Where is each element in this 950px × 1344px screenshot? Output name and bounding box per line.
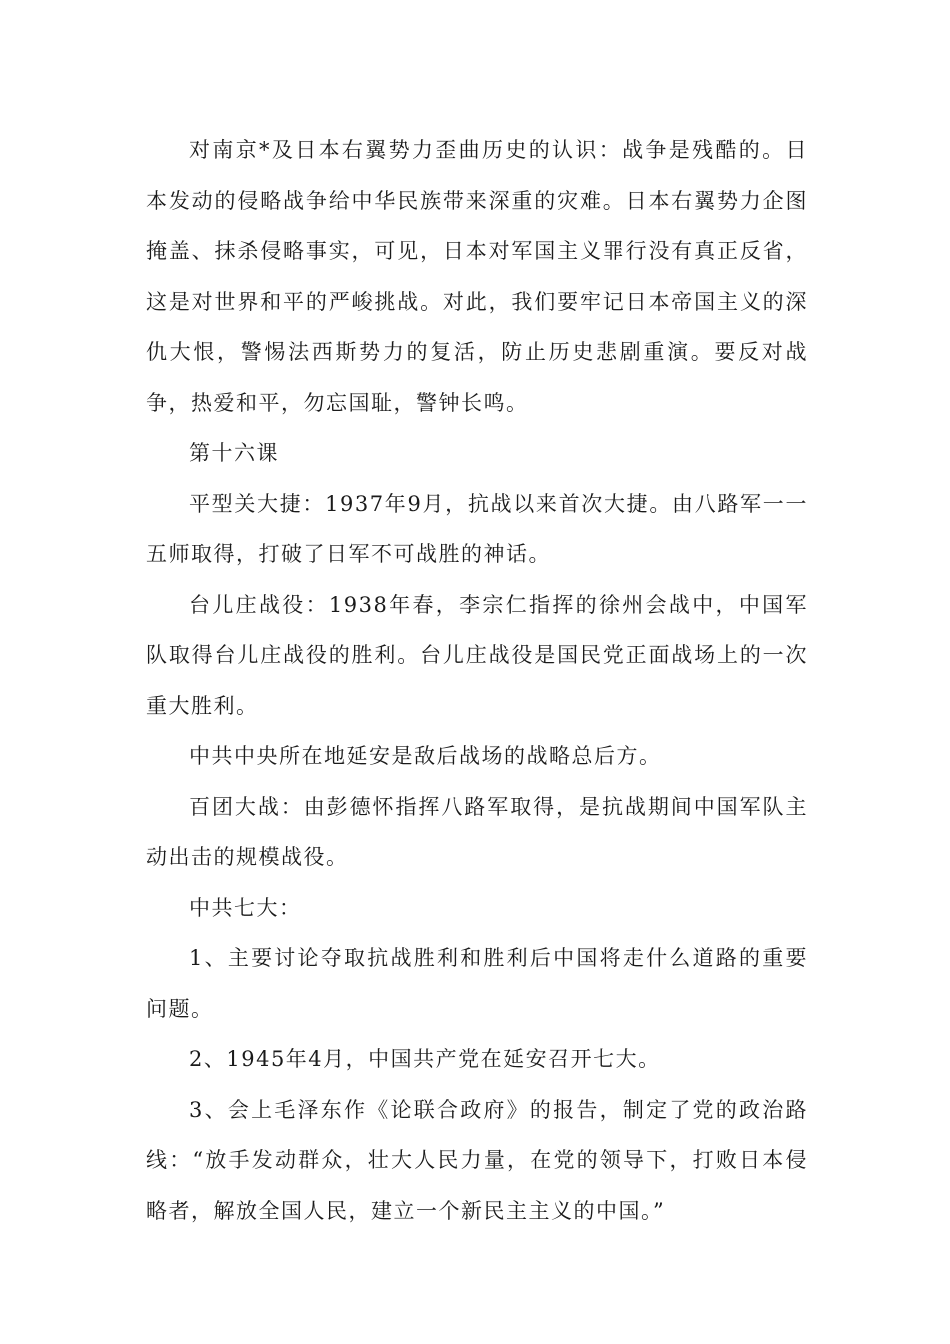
paragraph-yanan: 中共中央所在地延安是敌后战场的战略总后方。 — [189, 744, 662, 768]
lesson-heading: 第十六课 — [189, 441, 279, 465]
document-page — [146, 125, 808, 1236]
paragraph-pingxingguan: 平型关大捷：1937年9月，抗战以来首次大捷。由八路军一一五师取得，打破了日军不可战胜的神话。 — [146, 491, 808, 566]
list-item-2: 2、1945年4月，中国共产党在延安召开七大。 — [189, 1047, 661, 1071]
list-item-1: 1、主要讨论夺取抗战胜利和胜利后中国将走什么道路的重要问题。 — [146, 946, 808, 1021]
paragraph-taierzhuang: 台儿庄战役：1938年春，李宗仁指挥的徐州会战中，中国军队取得台儿庄战役的胜利。台儿庄战役是国民党正面战场上的一次重大胜利。 — [146, 592, 808, 718]
list-item-3: 3、会上毛泽东作《论联合政府》的报告，制定了党的政治路线：“放手发动群众，壮大人民力量，在党的领导下，打败日本侵略者，解放全国人民，建立一个新民主主义的中国。” — [146, 1097, 808, 1223]
paragraph-hundred-regiments: 百团大战：由彭德怀指挥八路军取得，是抗战期间中国军队主动出击的规模战役。 — [146, 794, 808, 869]
paragraph-nanjing-right-wing: 对南京*及日本右翼势力歪曲历史的认识：战争是残酷的。日本发动的侵略战争给中华民族带来深重的灾难。日本右翼势力企图掩盖、抹杀侵略事实，可见，日本对军国主义罪行没有真正反省，这是对世界和平的严峻挑战。对此，我们要牢记日本帝国主义的深仇大恨，警惕法西斯势力的复活，防止历史悲剧重演。要反对战争，热爱和平，勿忘国耻，警钟长鸣。 — [146, 138, 808, 415]
paragraph-seventh-congress-title: 中共七大： — [189, 895, 302, 920]
